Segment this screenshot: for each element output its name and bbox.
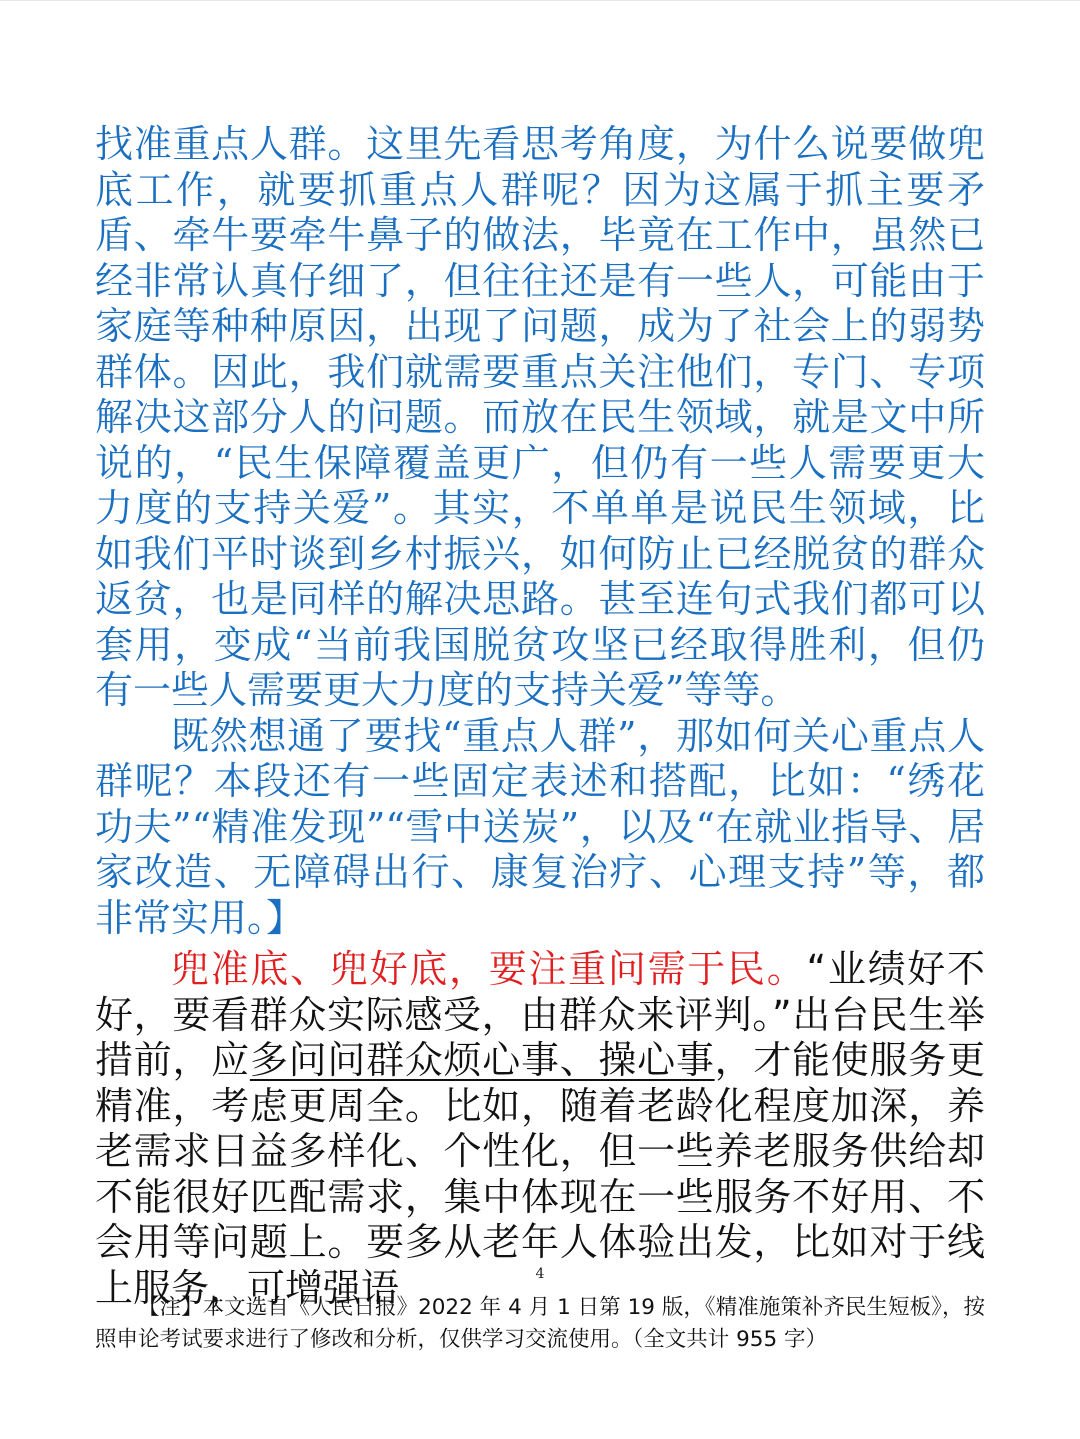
quote-text: “业绩好不好，要看群众实际感受，由群众来评判。”出台民生举措前，应 [95, 947, 985, 1082]
top-border-line [0, 0, 1080, 1]
source-paragraph [95, 947, 985, 1311]
analysis-paragraph-1: 找准重点人群。这里先看思考角度，为什么说要做兜底工作，就要抓重点人群呢？因为这属于抓主要矛盾、牵牛要牵牛鼻子的做法，毕竟在工作中，虽然已经非常认真仔细了，但往往还是有一些人，可能由于家庭等种种原因，出现了问题，成为了社会上的弱势群体。因此，我们就需要重点关注他们，专门、专项解决这部分人的问题。而放在民生领域，就是文中所说的，“民生保障覆盖更广，但仍有一些人需要更大力度的支持关爱”。其实，不单单是说民生领域，比如我们平时谈到乡村振兴，如何防止已经脱贫的群众返贫，也是同样的解决思路。甚至连句式我们都可以套用，变成“当前我国脱贫攻坚已经取得胜利，但仍有一些人需要更大力度的支持关爱”等等。 [95, 122, 985, 712]
paragraph-continuation: ，才能使服务更精准，考虑更周全。比如，随着老龄化程度加深，养老需求日益多样化、个性化，但一些养老服务供给却不能很好匹配需求，集中体现在一些服务不好用、不会用等问题上。要多从老年人体验出发，比如对于线上服务，可增强语 [95, 1038, 985, 1310]
underlined-key-phrase: 多问问群众烦心事、操心事 [249, 1038, 715, 1082]
footnote: 【注】本文选自《人民日报》2022 年 4 月 1 日第 19 版，《精准施策补齐民生短板》，按照申论考试要求进行了修改和分析，仅供学习交流使用。（全文共计 955 字） [95, 1295, 985, 1352]
page-number: 4 [535, 1266, 545, 1282]
analysis-paragraph-2: 既然想通了要找“重点人群”，那如何关心重点人群呢？本段还有一些固定表述和搭配，比如：“绣花功夫”“精准发现”“雪中送炭”，以及“在就业指导、居家改造、无障碍出行、康复治疗、心理支持”等，都非常实用。】 [95, 713, 985, 940]
document-page [95, 122, 985, 1311]
section-heading: 兜准底、兜好底，要注重问需于民。 [171, 947, 807, 991]
